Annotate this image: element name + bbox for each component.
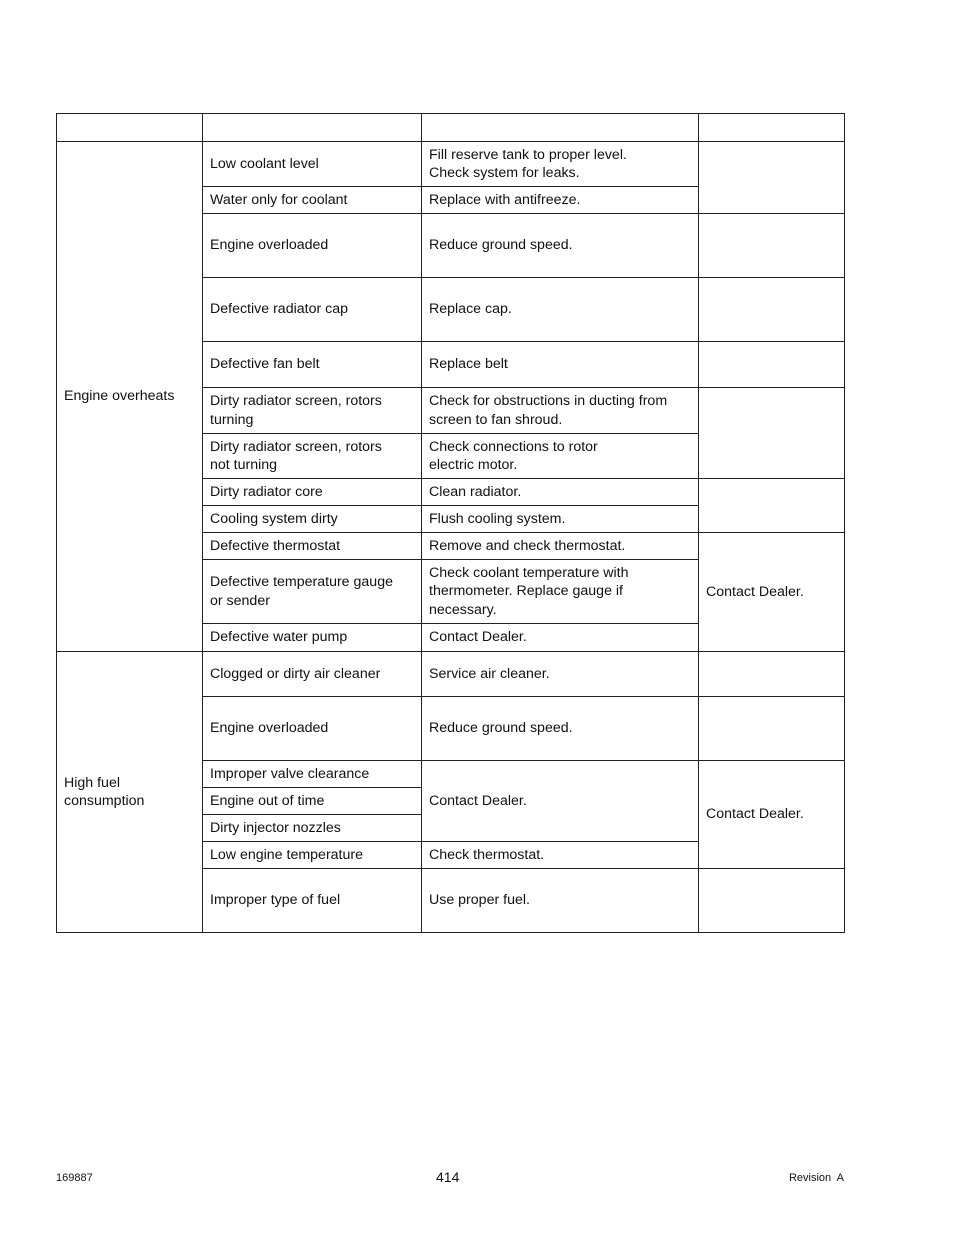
solution-cell: Check coolant temperature with thermometer. Replace gauge if necessary. — [421, 559, 699, 624]
cause-cell: Engine out of time — [202, 787, 422, 815]
solution-cell: Clean radiator. — [421, 478, 699, 506]
cause-cell: Dirty injector nozzles — [202, 814, 422, 842]
solution-cell: Contact Dealer. — [421, 623, 699, 652]
solution-cell: Service air cleaner. — [421, 651, 699, 697]
header-solution — [421, 113, 699, 142]
reference-cell — [698, 341, 845, 388]
reference-cell — [698, 141, 845, 214]
revision-label: Revision A — [788, 1172, 844, 1184]
reference-cell — [698, 696, 845, 761]
cause-cell: Low coolant level — [202, 141, 422, 187]
reference-cell — [698, 213, 845, 278]
solution-cell: Contact Dealer. — [421, 760, 699, 842]
solution-cell: Use proper fuel. — [421, 868, 699, 933]
cause-cell: Dirty radiator screen, rotors not turning — [202, 433, 422, 479]
cause-cell: Engine overloaded — [202, 696, 422, 761]
solution-cell: Replace cap. — [421, 277, 699, 342]
troubleshooting-table — [56, 113, 845, 933]
reference-cell — [698, 478, 845, 533]
document-number: 169887 — [56, 1172, 93, 1184]
solution-cell: Reduce ground speed. — [421, 696, 699, 761]
solution-cell: Check connections to rotor electric motor. — [421, 433, 699, 479]
solution-cell: Check thermostat. — [421, 841, 699, 869]
solution-cell: Fill reserve tank to proper level. Check system for leaks. — [421, 141, 699, 187]
solution-cell: Reduce ground speed. — [421, 213, 699, 278]
cause-cell: Clogged or dirty air cleaner — [202, 651, 422, 697]
cause-cell: Defective fan belt — [202, 341, 422, 388]
cause-cell: Dirty radiator core — [202, 478, 422, 506]
cause-cell: Engine overloaded — [202, 213, 422, 278]
cause-cell: Defective radiator cap — [202, 277, 422, 342]
cause-cell: Dirty radiator screen, rotors turning — [202, 387, 422, 434]
reference-cell — [698, 387, 845, 479]
solution-cell: Remove and check thermostat. — [421, 532, 699, 560]
reference-cell — [698, 651, 845, 697]
cause-cell: Water only for coolant — [202, 186, 422, 214]
solution-cell: Flush cooling system. — [421, 505, 699, 533]
cause-cell: Improper valve clearance — [202, 760, 422, 788]
cause-cell: Improper type of fuel — [202, 868, 422, 933]
problem-high-fuel-consumption: High fuel consumption — [56, 651, 203, 933]
reference-cell — [698, 868, 845, 933]
cause-cell: Defective water pump — [202, 623, 422, 652]
header-problem — [56, 113, 203, 142]
page-number: 414 — [436, 1169, 460, 1185]
reference-cell: Contact Dealer. — [698, 760, 845, 869]
cause-cell: Low engine temperature — [202, 841, 422, 869]
reference-cell: Contact Dealer. — [698, 532, 845, 652]
reference-cell — [698, 277, 845, 342]
cause-cell: Defective thermostat — [202, 532, 422, 560]
solution-cell: Replace with antifreeze. — [421, 186, 699, 214]
cause-cell: Cooling system dirty — [202, 505, 422, 533]
cause-cell: Defective temperature gauge or sender — [202, 559, 422, 624]
solution-cell: Replace belt — [421, 341, 699, 388]
solution-cell: Check for obstructions in ducting from screen to fan shroud. — [421, 387, 699, 434]
header-cause — [202, 113, 422, 142]
problem-engine-overheats: Engine overheats — [56, 141, 203, 652]
header-refer-to — [698, 113, 845, 142]
